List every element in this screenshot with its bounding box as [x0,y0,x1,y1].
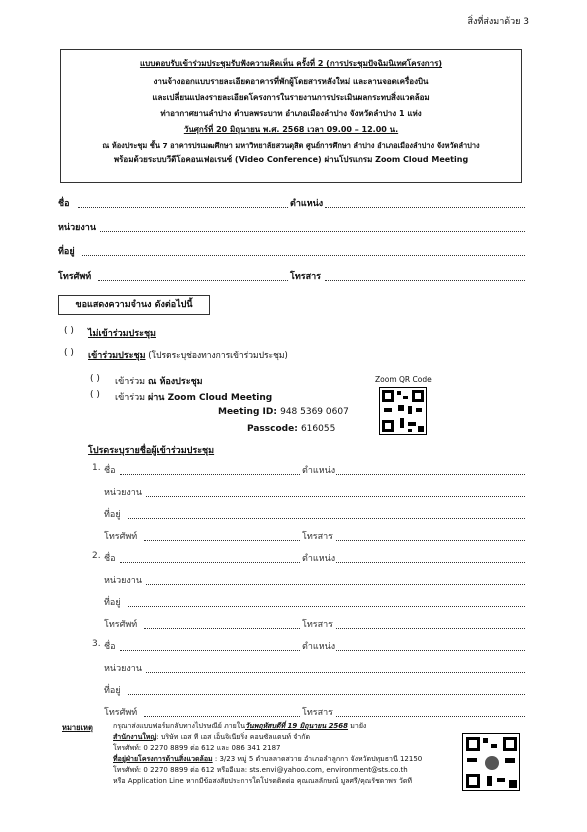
attendee-agency-label: หน่วยงาน [104,576,143,586]
attendee-num-label: 1. [92,463,101,473]
attend-checkbox[interactable]: ( ) [64,348,74,358]
video-conference-line: พร้อมด้วยระบบวีดีโอคอนเฟอเรนซ์ (Video Conference) ผ่านโปรแกรม Zoom Cloud Meeting [113,155,469,164]
intent-label: ขอแสดงความจำนง ดังต่อไปนี้ [75,300,193,310]
attendee-phone-field[interactable] [144,716,300,717]
meeting-date: วันศุกร์ที่ 20 มิถุนายน พ.ศ. 2568 เวลา 09.00 – 12.00 น. [183,125,399,134]
online-prefix: เข้าร่วม [115,393,148,403]
passcode-value: 616055 [300,424,336,434]
meeting-venue: ณ ห้องประชุม ชั้น 7 อาคารปรเมฒศึกษา มหาวิทยาลัยสวนดุสิต ศูนย์การศึกษา ลำปาง อำเภอเมืองลำปาง จังหวัดลำปาง [102,141,480,150]
attendee-address-label: ที่อยู่ [104,686,121,696]
attendee-agency-field[interactable] [146,496,525,497]
online-checkbox[interactable]: ( ) [90,390,100,400]
name-field[interactable] [78,207,288,208]
attendee-agency-label: หน่วยงาน [104,488,143,498]
attendee-fax-field[interactable] [336,716,525,717]
note-hq-label: สำนักงานใหญ่ [113,733,157,741]
attendee-name-label: ชื่อ [104,466,116,476]
attendee-position-field[interactable] [336,474,525,475]
note-line-3: โทรศัพท์: 0 2270 8899 ต่อ 612 และ 086 341 2187 [113,744,281,752]
attendee-address-field[interactable] [128,518,525,519]
position-label: ตำแหน่ง [290,199,324,209]
project-line-3: ท่าอากาศยานลำปาง ตำบลพระบาท อำเภอเมืองลำปาง จังหวัดลำปาง 1 แห่ง [160,109,422,118]
attendee-phone-field[interactable] [144,540,300,541]
form-title: แบบตอบรับเข้าร่วมประชุมรับฟังความคิดเห็น ครั้งที่ 2 (การประชุมปัจฉิมนิเทศโครงการ) [139,59,443,68]
attendee-agency-label: หน่วยงาน [104,664,143,674]
attendee-fax-label: โทรสาร [302,620,333,630]
note-line-1 [113,721,453,732]
note-line-2 [113,732,453,743]
attendee-position-label: ตำแหน่ง [302,554,336,564]
attendee-phone-label: โทรศัพท์ [104,620,138,630]
address-field[interactable] [82,255,525,256]
attendee-name-label: ชื่อ [104,554,116,564]
name-label: ชื่อ [58,199,70,209]
project-line-2: และเปลี่ยนแปลงรายละเอียดโครงการในรายงานการประเมินผลกระทบสิ่งแวดล้อม [152,93,430,102]
note-line-1c: มายัง [348,722,367,730]
attend-label: เข้าร่วมประชุม [88,351,146,361]
attendees-title: โปรดระบุรายชื่อผู้เข้าร่วมประชุม [88,446,215,456]
note-line-6: หรือ Application Line หากมีข้อสงสัยประการใดโปรดติดต่อ คุณณลลักษณ์ มูลศรี/คุณรัชดาพร วัดที [113,777,412,785]
attendee-name-label: ชื่อ [104,642,116,652]
online-option [115,390,272,404]
attendee-position-field[interactable] [336,562,525,563]
attendee-phone-field[interactable] [144,628,300,629]
attendee-name-field[interactable] [120,650,300,651]
agency-label: หน่วยงาน [58,223,97,233]
attendee-agency-field[interactable] [146,672,525,673]
attendee-address-label: ที่อยู่ [104,598,121,608]
intent-box [58,295,210,315]
attendee-position-field[interactable] [336,650,525,651]
note-label: หมายเหตุ [62,723,93,732]
not-attend-checkbox[interactable]: ( ) [64,326,74,336]
attend-option [88,348,288,362]
note-hq-company: : บริษัท เอส ที เอส เอ็นจิเนียริ่ง คอนซัลแตนท์ จำกัด [156,733,311,741]
attend-note: (โปรดระบุช่องทางการเข้าร่วมประชุม) [145,351,288,361]
attachment-label: สิ่งที่ส่งมาด้วย 3 [467,17,529,27]
meeting-id-label: Meeting ID: [218,407,281,417]
attendee-phone-label: โทรศัพท์ [104,708,138,718]
note-deadline: วันพฤหัสบดีที่ 19 มิถุนายน 2568 [245,722,349,730]
position-field[interactable] [325,207,525,208]
onsite-option [115,374,203,388]
attendee-num-label: 2. [92,551,101,561]
note-line-4 [113,754,453,765]
address-label: ที่อยู่ [58,247,75,257]
attendee-address-field[interactable] [128,606,525,607]
fax-field[interactable] [325,280,525,281]
project-line-1: งานจ้างออกแบบรายละเอียดอาคารที่พักผู้โดยสารหลังใหม่ และลานจอดเครื่องบิน [153,77,429,86]
passcode [247,424,335,434]
not-attend-label: ไม่เข้าร่วมประชุม [88,329,156,339]
attendee-phone-label: โทรศัพท์ [104,532,138,542]
attendee-num-label: 3. [92,639,101,649]
onsite-label: ณ ห้องประชุม [147,377,203,387]
attendee-fax-field[interactable] [336,628,525,629]
zoom-qr-label: Zoom QR Code [375,375,432,384]
fax-label: โทรสาร [290,272,321,282]
attendee-position-label: ตำแหน่ง [302,642,336,652]
attendee-agency-field[interactable] [146,584,525,585]
attendee-name-field[interactable] [120,562,300,563]
attendee-fax-label: โทรสาร [302,708,333,718]
note-line-5: โทรศัพท์: 0 2270 8899 ต่อ 612 หรืออีเมล: sts.envi@yahoo.com, environment@sts.co.th [113,766,408,774]
online-label: ผ่าน Zoom Cloud Meeting [147,393,273,403]
meeting-id-value: 948 5369 0607 [280,407,349,417]
attendee-fax-field[interactable] [336,540,525,541]
attendee-address-label: ที่อยู่ [104,510,121,520]
attendee-name-field[interactable] [120,474,300,475]
note-line-1a: กรุณาส่งแบบฟอร์มกลับทางไปรษณีย์ ภายใน [113,722,245,730]
note-env-address: : 3/23 หมู่ 5 ตำบลลาดสวาย อำเภอลำลูกกา จังหวัดปทุมธานี 12150 [212,755,423,763]
passcode-label: Passcode: [247,424,301,434]
onsite-prefix: เข้าร่วม [115,377,148,387]
attendee-position-label: ตำแหน่ง [302,466,336,476]
attendee-fax-label: โทรสาร [302,532,333,542]
attendee-address-field[interactable] [128,694,525,695]
note-env-label: ที่อยู่ฝ่ายโครงการด้านสิ่งแวดล้อม [113,755,213,763]
phone-field[interactable] [98,280,288,281]
meeting-id [218,407,349,417]
zoom-qr-code [379,387,427,435]
phone-label: โทรศัพท์ [58,272,92,282]
onsite-checkbox[interactable]: ( ) [90,374,100,384]
line-qr-code [462,733,520,791]
header-box [60,49,522,183]
note-body [113,721,453,787]
agency-field[interactable] [100,231,525,232]
